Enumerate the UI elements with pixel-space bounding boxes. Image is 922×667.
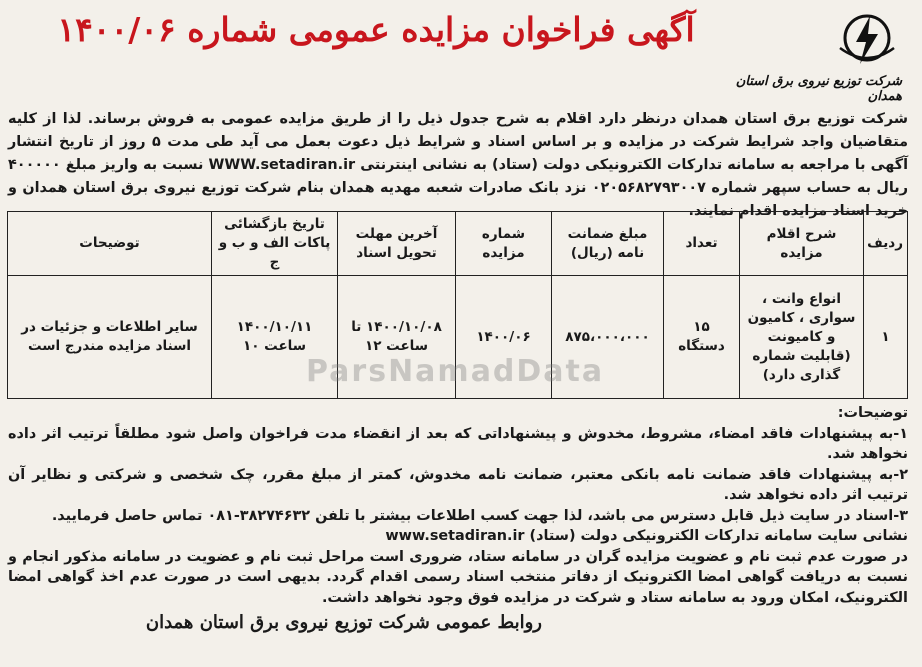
power-company-logo-icon	[832, 8, 902, 72]
col-header-auction-number: شماره مزایده	[456, 212, 552, 276]
note-item: ۱-به پیشنهادات فاقد امضاء، مشروط، مخدوش و پیشنهاداتی که بعد از انقضاء مدت فراخوان واصل شود مطلقاً ترتیب اثر داده نخواهد شد.	[8, 425, 908, 462]
site-line	[8, 526, 908, 547]
cell-notes: سایر اطلاعات و جزئیات در اسناد مزایده مندرج است	[8, 276, 212, 399]
company-logo	[732, 8, 902, 104]
cell-quantity: ۱۵ دستگاه	[664, 276, 740, 399]
table-header-row	[8, 212, 908, 276]
auction-notice	[6, 6, 912, 658]
col-header-opening-date: تاریخ بازگشائی پاکات الف و ب و ج	[212, 212, 338, 276]
cell-opening-date: ۱۴۰۰/۱۰/۱۱ ساعت ۱۰	[212, 276, 338, 399]
col-header-quantity: تعداد	[664, 212, 740, 276]
site-label: نشانی سایت سامانه تدارکات الکترونیکی دولت (ستاد)	[529, 528, 908, 544]
col-header-row-number: ردیف	[864, 212, 908, 276]
intro-paragraph: شرکت توزیع برق استان همدان درنظر دارد اقلام به شرح جدول ذیل را از طریق مزایده عمومی به فروش برساند. لذا از کلیه متقاضیان واجد شرایط شرکت در مزایده و بر اساس اسناد و شرایط ذیل دعوت بعمل می آید طی مدت ۵ روز از تاریخ انتشار آگهی با مراجعه به سامانه تدارکات الکترونیکی دولت (ستاد) به نشانی اینترنتی WWW.setadiran.ir نسبت به واریز مبلغ ۴۰۰۰۰۰ ریال به حساب سپهر شماره ۰۲۰۵۶۸۲۷۹۳۰۰۷ نزد بانک صادرات شعبه مهدیه همدان بنام شرکت توزیع نیروی برق استان همدان و خرید اسناد مزایده اقدام نمایند.	[8, 111, 909, 219]
notice-title: آگهی فراخوان مزایده عمومی شماره ۱۴۰۰/۰۶	[57, 10, 695, 49]
cell-guarantee-amount: ۸۷۵،۰۰۰،۰۰۰	[552, 276, 664, 399]
col-header-description: شرح اقلام مزایده	[740, 212, 864, 276]
cell-row-number: ۱	[864, 276, 908, 399]
company-brand-text: شرکت توزیع نیروی برق استان همدان	[735, 74, 902, 104]
note-item: ۳-اسناد در سایت ذیل قابل دسترس می باشد، لذا جهت کسب اطلاعات بیشتر با تلفن ۳۸۲۷۴۶۳۲-۰۸۱ تماس حاصل فرمایید.	[51, 507, 908, 524]
col-header-deadline: آخرین مهلت تحویل اسناد	[338, 212, 456, 276]
closing-paragraph: در صورت عدم ثبت نام و عضویت مزایده گران در سامانه ستاد، ضروری است مراحل ثبت نام و عضویت در سامانه مذکور انجام و نسبت به دریافت گواهی امضا الکترونیک از دفاتر منتخب اسناد رسمی اقدام گردد. بدیهی است در صورت عدم اخذ گواهی امضا الکترونیک، امکان ورود به سامانه ستاد و شرکت در مزایده فوق وجود نخواهد داشت.	[8, 548, 908, 606]
col-header-guarantee-amount: مبلغ ضمانت نامه (ریال)	[552, 212, 664, 276]
cell-description: انواع وانت ، سواری ، کامیون و کامیونت (قابلیت شماره گذاری دارد)	[740, 276, 864, 399]
notes-section	[8, 403, 908, 608]
col-header-notes: توضیحات	[8, 212, 212, 276]
footer-signature: روابط عمومی شرکت توزیع نیروی برق استان همدان	[145, 612, 542, 633]
watermark: ParsNamadData	[306, 354, 605, 389]
site-url-link[interactable]: www.setadiran.ir	[385, 528, 525, 544]
cell-deadline: ۱۴۰۰/۱۰/۰۸ تا ساعت ۱۲	[338, 276, 456, 399]
note-item: ۲-به پیشنهادات فاقد ضمانت نامه بانکی معتبر، ضمانت نامه مخدوش، کمتر از مبلغ مقرر، چک شخصی و شرکتی و نظایر آن ترتیب اثر داده نخواهد شد.	[8, 466, 908, 503]
notes-heading: توضیحات:	[837, 405, 908, 421]
cell-auction-number: ۱۴۰۰/۰۶	[456, 276, 552, 399]
